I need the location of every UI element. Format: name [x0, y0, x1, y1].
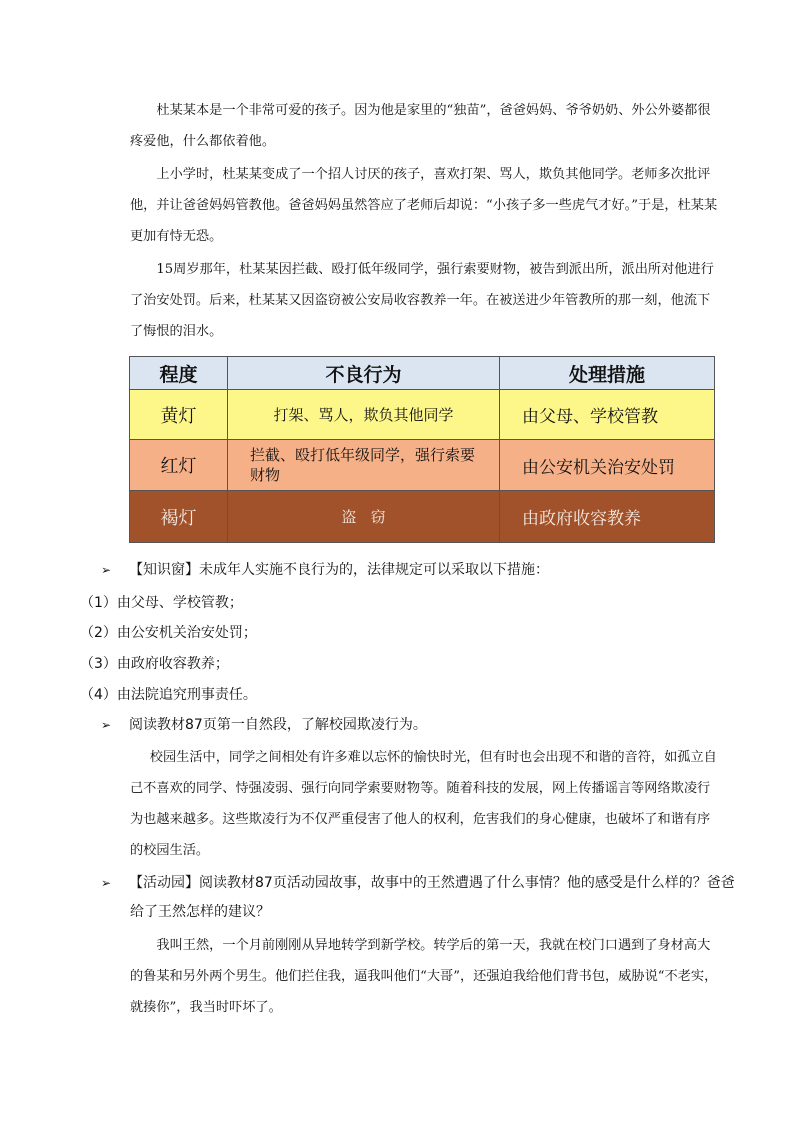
- measure-cell: 由父母、学校管教: [500, 390, 715, 440]
- behavior-grade-table: [129, 356, 715, 543]
- knowledge-item-1: （1）由父母、学校管教；: [80, 595, 243, 611]
- knowledge-heading: [101, 560, 549, 580]
- header-measure: 处理措施: [500, 357, 715, 390]
- arrow-bullet-icon: ➢: [101, 718, 112, 732]
- measure-cell: 由政府收容教养: [500, 491, 715, 543]
- activity-heading-continued: 给了王然怎样的建议？: [130, 904, 270, 920]
- story-paragraph-1: 杜某某本是一个非常可爱的孩子。因为他是家里的“独苗”，爸爸妈妈、爷爷奶奶、外公外婆都很疼爱他，什么都依着他。: [130, 103, 711, 149]
- story-paragraph-3: 15周岁那年，杜某某因拦截、殴打低年级同学，强行索要财物，被告到派出所，派出所对他进行了治安处罚。后来，杜某某又因盗窃被公安局收容教养一年。在被送进少年管教所的那一刻，他流下了悔恨的泪水。: [130, 262, 714, 339]
- reading-heading-text: 阅读教材87页第一自然段，了解校园欺凌行为。: [129, 717, 427, 733]
- reading-heading: [101, 715, 427, 735]
- level-cell: 褐灯: [130, 491, 228, 543]
- table-row-yellow: [130, 390, 715, 440]
- activity-heading: [101, 873, 735, 893]
- behavior-cell: 打架、骂人，欺负其他同学: [228, 390, 500, 440]
- activity-paragraph: 我叫王然，一个月前刚刚从异地转学到新学校。转学后的第一天，我就在校门口遇到了身材高大的鲁某和另外两个男生。他们拦住我，逼我叫他们“大哥”，还强迫我给他们背书包，威胁说“不老实，就揍你”，我当时吓坏了。: [130, 938, 718, 1015]
- table-row-brown: [130, 491, 715, 543]
- level-cell: 黄灯: [130, 390, 228, 440]
- knowledge-item-3: （3）由政府收容教养；: [80, 656, 229, 672]
- header-level: 程度: [130, 357, 228, 390]
- arrow-bullet-icon: ➢: [101, 563, 112, 577]
- behavior-cell: 盗 窃: [228, 491, 500, 543]
- story-paragraph-2: 上小学时，杜某某变成了一个招人讨厌的孩子，喜欢打架、骂人，欺负其他同学。老师多次批评他，并让爸爸妈妈管教他。爸爸妈妈虽然答应了老师后却说：“小孩子多一些虎气才好。”于是，杜某某更加有恃无恐。: [130, 167, 718, 244]
- header-behavior: 不良行为: [228, 357, 500, 390]
- table-row-red: [130, 440, 715, 491]
- knowledge-item-2: （2）由公安机关治安处罚；: [80, 625, 257, 641]
- knowledge-heading-text: 【知识窗】未成年人实施不良行为的，法律规定可以采取以下措施：: [129, 562, 549, 578]
- measure-cell: 由公安机关治安处罚: [500, 440, 715, 491]
- reading-paragraph: 校园生活中，同学之间相处有许多难以忘怀的愉快时光，但有时也会出现不和谐的音符，如孤立自己不喜欢的同学、恃强凌弱、强行向同学索要财物等。随着科技的发展，网上传播谣言等网络欺凌行为也越来越多。这些欺凌行为不仅严重侵害了他人的权利，危害我们的身心健康，也破坏了和谐有序的校园生活。: [130, 750, 717, 858]
- knowledge-item-4: （4）由法院追究刑事责任。: [80, 687, 257, 703]
- table-header-row: [130, 357, 715, 390]
- activity-heading-text: 【活动园】阅读教材87页活动园故事，故事中的王然遭遇了什么事情？他的感受是什么样的？爸爸: [129, 875, 735, 891]
- arrow-bullet-icon: ➢: [101, 876, 112, 890]
- behavior-cell: 拦截、殴打低年级同学，强行索要财物: [228, 440, 500, 491]
- level-cell: 红灯: [130, 440, 228, 491]
